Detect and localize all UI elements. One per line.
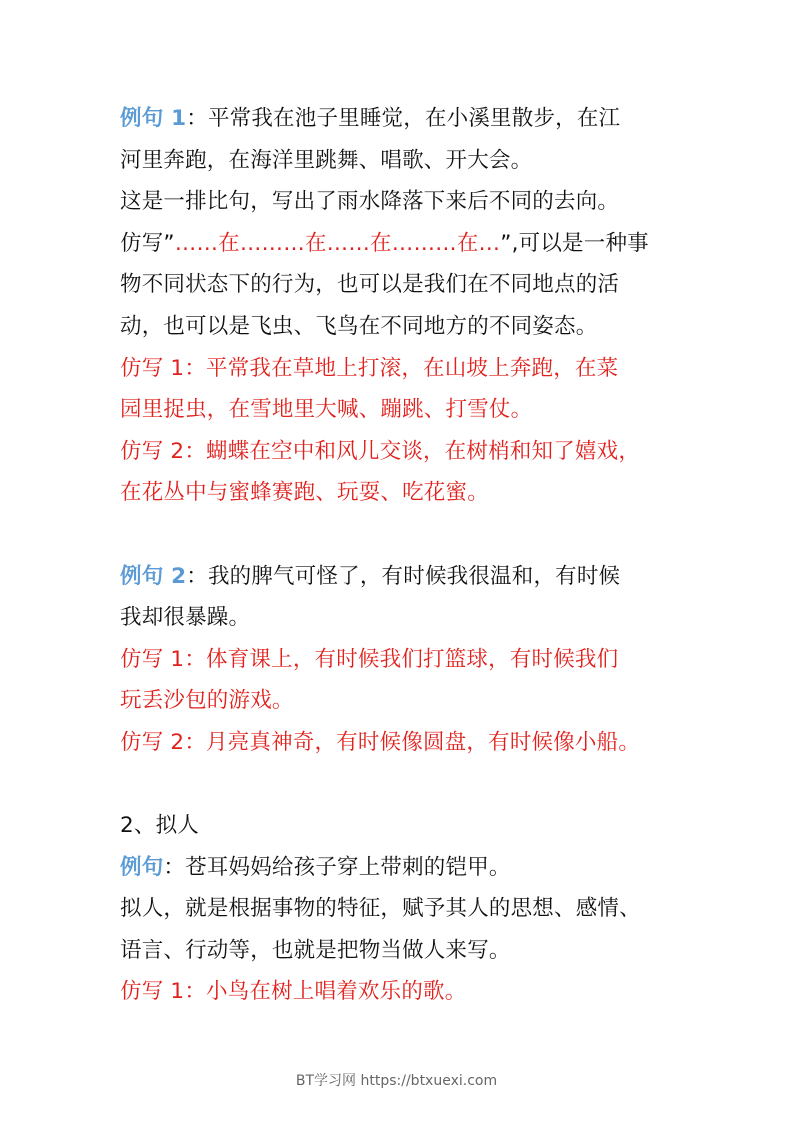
- document-page: [120, 98, 680, 1013]
- section2-example: 例句：苍耳妈妈给孩子穿上带刺的铠甲。: [120, 854, 511, 880]
- imitation-line: 仿写 2：蝴蝶在空中和风儿交谈，在树梢和知了嬉戏，: [120, 438, 641, 464]
- example-label: 例句 2: [120, 563, 187, 589]
- example-label: 例句: [120, 854, 164, 880]
- explanation-line: 动，也可以是飞虫、飞鸟在不同地方的不同姿态。: [120, 313, 598, 339]
- imitation-line: 在花丛中与蜜蜂赛跑、玩耍、吃花蜜。: [120, 480, 489, 506]
- example-label: 例句 1: [120, 106, 187, 131]
- imitation-line: 仿写 2：月亮真神奇，有时候像圆盘，有时候像小船。: [120, 729, 641, 755]
- explanation-line: 这是一排比句，写出了雨水降落下来后不同的去向。: [120, 189, 620, 215]
- footer-watermark: BT学习网 https://btxuexi.com: [295, 1073, 498, 1089]
- imitation-pattern-line: 仿写”……在………在……在………在…”,可以是一种事: [120, 230, 649, 256]
- example2-line1: 例句 2：我的脾气可怪了，有时候我很温和，有时候: [120, 563, 621, 589]
- imitation-line: 园里捉虫，在雪地里大喊、蹦跳、打雪仗。: [120, 397, 533, 423]
- imitation-line: 仿写 1：平常我在草地上打滚，在山坡上奔跑，在菜: [120, 355, 619, 381]
- example2-line2: 我却很暴躁。: [120, 605, 251, 631]
- example1-line1: 例句 1：平常我在池子里睡觉，在小溪里散步，在江: [120, 106, 621, 131]
- imitation-line: 仿写 1：体育课上，有时候我们打篮球，有时候我们: [120, 646, 619, 672]
- explanation-line: 物不同状态下的行为，也可以是我们在不同地点的活: [120, 272, 620, 298]
- explanation-line: 语言、行动等，也就是把物当做人来写。: [120, 937, 511, 963]
- section-heading: 2、拟人: [120, 813, 199, 839]
- imitation-line: 玩丢沙包的游戏。: [120, 688, 294, 714]
- explanation-line: 拟人，就是根据事物的特征，赋予其人的思想、感情、: [120, 896, 641, 922]
- spacer: [120, 764, 680, 806]
- pattern-text: ……在………在……在………在…: [174, 230, 501, 256]
- imitation-line: 仿写 1：小鸟在树上唱着欢乐的歌。: [120, 979, 467, 1005]
- spacer: [120, 514, 680, 556]
- example1-line2: 河里奔跑，在海洋里跳舞、唱歌、开大会。: [120, 147, 533, 173]
